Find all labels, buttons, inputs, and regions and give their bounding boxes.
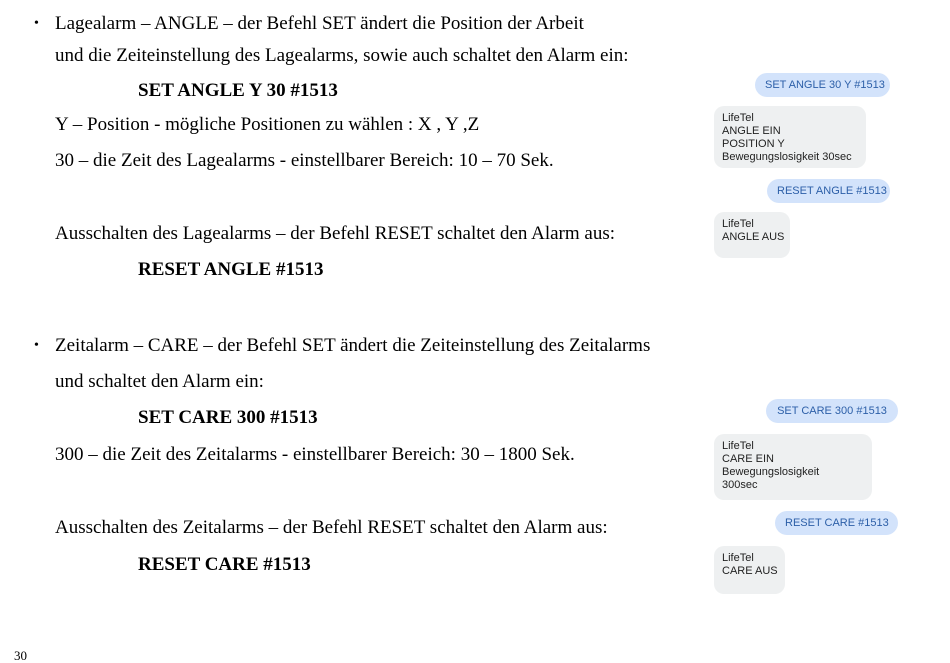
message-line: 300sec <box>722 479 758 491</box>
message-line: CARE EIN <box>722 453 774 465</box>
bullet-icon: • <box>34 16 39 31</box>
angle-param-time: 30 – die Zeit des Lagealarms - einstellbarer Bereich: 10 – 70 Sek. <box>55 150 554 171</box>
sent-message-bubble: SET CARE 300 #1513 <box>766 399 898 423</box>
message-line: ANGLE AUS <box>722 231 785 243</box>
angle-set-command: SET ANGLE Y 30 #1513 <box>138 80 338 101</box>
angle-heading-line1: Lagealarm – ANGLE – der Befehl SET ändert die Position der Arbeit <box>55 13 584 34</box>
message-line: Bewegungslosigkeit <box>722 466 820 478</box>
sent-message-bubble: RESET CARE #1513 <box>775 511 898 535</box>
bullet-icon: • <box>34 338 39 353</box>
received-message-bubble <box>714 106 866 168</box>
angle-reset-command: RESET ANGLE #1513 <box>138 259 324 280</box>
message-line: Bewegungslosigkeit 30sec <box>722 151 852 163</box>
care-set-command: SET CARE 300 #1513 <box>138 407 318 428</box>
sent-message-bubble: SET ANGLE 30 Y #1513 <box>755 73 890 97</box>
care-reset-command: RESET CARE #1513 <box>138 554 311 575</box>
care-heading-line1: Zeitalarm – CARE – der Befehl SET ändert die Zeiteinstellung des Zeitalarms <box>55 335 651 356</box>
received-message-bubble <box>714 434 872 500</box>
page-number: 30 <box>14 648 27 663</box>
care-off-text: Ausschalten des Zeitalarms – der Befehl RESET schaltet den Alarm aus: <box>55 517 608 538</box>
angle-param-position: Y – Position - mögliche Positionen zu wählen : X , Y ,Z <box>55 114 480 135</box>
message-line: LifeTel <box>722 218 754 230</box>
message-line: POSITION Y <box>722 138 785 150</box>
angle-heading-line2: und die Zeiteinstellung des Lagealarms, sowie auch schaltet den Alarm ein: <box>55 45 629 66</box>
message-line: CARE AUS <box>722 565 778 577</box>
angle-off-text: Ausschalten des Lagealarms – der Befehl RESET schaltet den Alarm aus: <box>55 223 615 244</box>
received-message-bubble <box>714 546 785 594</box>
care-heading-line2: und schaltet den Alarm ein: <box>55 371 264 392</box>
message-line: LifeTel <box>722 440 754 452</box>
message-line: LifeTel <box>722 552 754 564</box>
message-line: ANGLE EIN <box>722 125 781 137</box>
sent-message-bubble: RESET ANGLE #1513 <box>767 179 890 203</box>
care-param-time: 300 – die Zeit des Zeitalarms - einstellbarer Bereich: 30 – 1800 Sek. <box>55 444 575 465</box>
message-line: LifeTel <box>722 112 754 124</box>
received-message-bubble <box>714 212 790 258</box>
